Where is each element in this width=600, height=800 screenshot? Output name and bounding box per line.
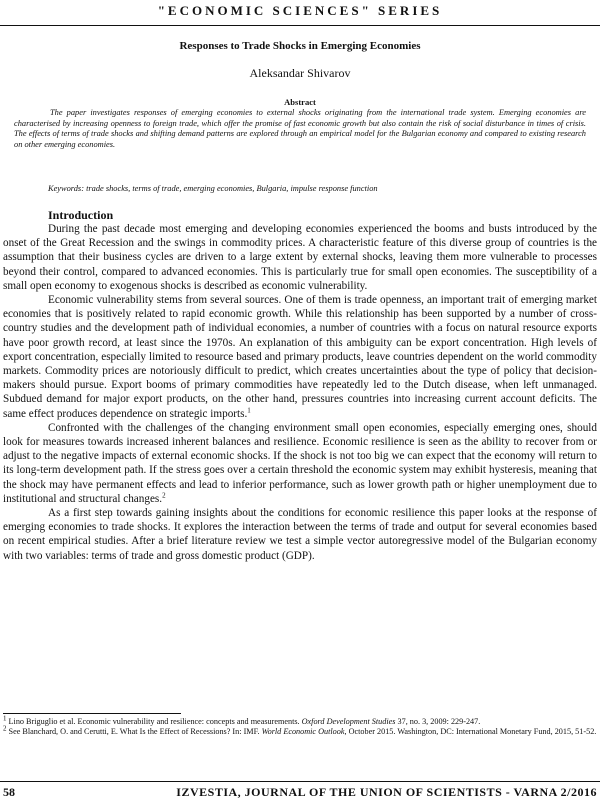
footnote-rule [3,713,181,714]
abstract-heading: Abstract [284,97,316,107]
abstract-text: The paper investigates responses of emerging economies to external shocks originating from the international trade system. Emerging economies are characterised by increasing openness to foreign trade, which offer the promise of fast economic growth but also contain the risk of social disturbance in times of crisis. The effects of terms of trade shocks and shifting demand patterns are explored through an empirical model for the Bulgarian economy and compared to existing research on other emerging economies. [14,108,586,149]
footnote-text: , October 2015. Washington, DC: International Monetary Fund, 2015, 51-52. [344,727,597,737]
footnote-mark: 1 [3,714,7,723]
header-rule [0,25,600,26]
article-author: Aleksandar Shivarov [249,66,351,80]
paragraph-text: As a first step towards gaining insights about the conditions for economic resilience this paper looks at the response of emerging economies to trade shocks. It explores the interaction between the terms of trade and output for several economies based on recent empirical studies. After a brief literature review we test a simple vector autoregressive model of the Bulgarian economy with two variables: terms of trade and gross domestic product (GDP). [3,507,597,562]
article-body [3,222,597,563]
paragraph [3,222,597,293]
paragraph-text: During the past decade most emerging and developing economies experienced the booms and busts introduced by the onset of the Great Recession and the swings in commodity prices. A characteristic feature of this diverse group of countries is the assumption that their business cycles are driven to a large extent by external shocks, leaving them more vulnerable to processes beyond their control, compared to advanced economies. This is particularly true for small open economies. The susceptibility of a small open economy to exogenous shocks is described as economic vulnerability. [3,223,597,292]
paragraph [3,506,597,563]
paragraph-text: Confronted with the challenges of the changing environment small open economies, especially emerging ones, should look for measures towards increased inherent balances and resilience. Economic resilience is seen as the ability to recover from or adjust to the negative impacts of external economic shocks. If the shock is not too big we can expect that the economy will return to its long-term development path. If the stress goes over a certain threshold the economic system may exhibit hysteresis, meaning that the shock may have permanent effects and lead to inferior performance, such as lower growth path or higher unemployment due to institutional and structural changes. [3,421,597,505]
footnote-source: Oxford Development Studies [301,717,396,726]
footnote-mark: 2 [3,724,7,733]
paragraph [3,421,597,506]
page-number: 58 [3,785,15,799]
footer-rule [0,781,600,782]
footnote-ref[interactable]: 1 [247,405,251,414]
footnote-ref[interactable]: 2 [162,491,166,500]
footnote-text: Lino Briguglio et al. Economic vulnerability and resilience: concepts and measurements. [6,717,302,726]
keywords: Keywords: trade shocks, terms of trade, emerging economies, Bulgaria, impulse response function [48,184,378,193]
journal-name: IZVESTIA, JOURNAL OF THE UNION OF SCIENTISTS - VARNA 2/2016 [176,785,597,799]
paragraph-text: Economic vulnerability stems from several sources. One of them is trade openness, an important trait of emerging market economies that is positively related to rapid economic growth. While this relationship has been supported by a number of cross-country studies and the development path of individual economies, a number of countries with a focus on natural resource exports have poor growth record, at least since the 1970s. An explanation of this ambiguity can be export concentration. High levels of export concentration, especially limited to resource based and primary products, leave countries dependent on the world commodity markets. Commodity prices are notoriously difficult to predict, which creates uncertainties about the type of policy that decision-makers should pursue. Export booms of primary commodities have repeatedly led to the Dutch disease, when left unmanaged. Subdued demand for major export products, on the other hand, pressures countries into increasing current account deficits. The same effect produces dependence on strategic imports. [3,294,597,420]
paragraph [3,293,597,421]
footnote [3,714,597,727]
footnote-source: World Economic Outlook [261,727,345,737]
article-title: Responses to Trade Shocks in Emerging Economies [179,40,421,52]
section-heading-introduction: Introduction [48,208,114,222]
footnote-text: 37, no. 3, 2009: 229-247. [395,717,481,726]
footnote-text: See Blanchard, O. and Cerutti, E. What Is the Effect of Recessions? In: IMF. [6,727,262,737]
footnote [3,724,597,737]
series-header: "ECONOMIC SCIENCES" SERIES [157,3,443,18]
footnotes [3,714,597,738]
